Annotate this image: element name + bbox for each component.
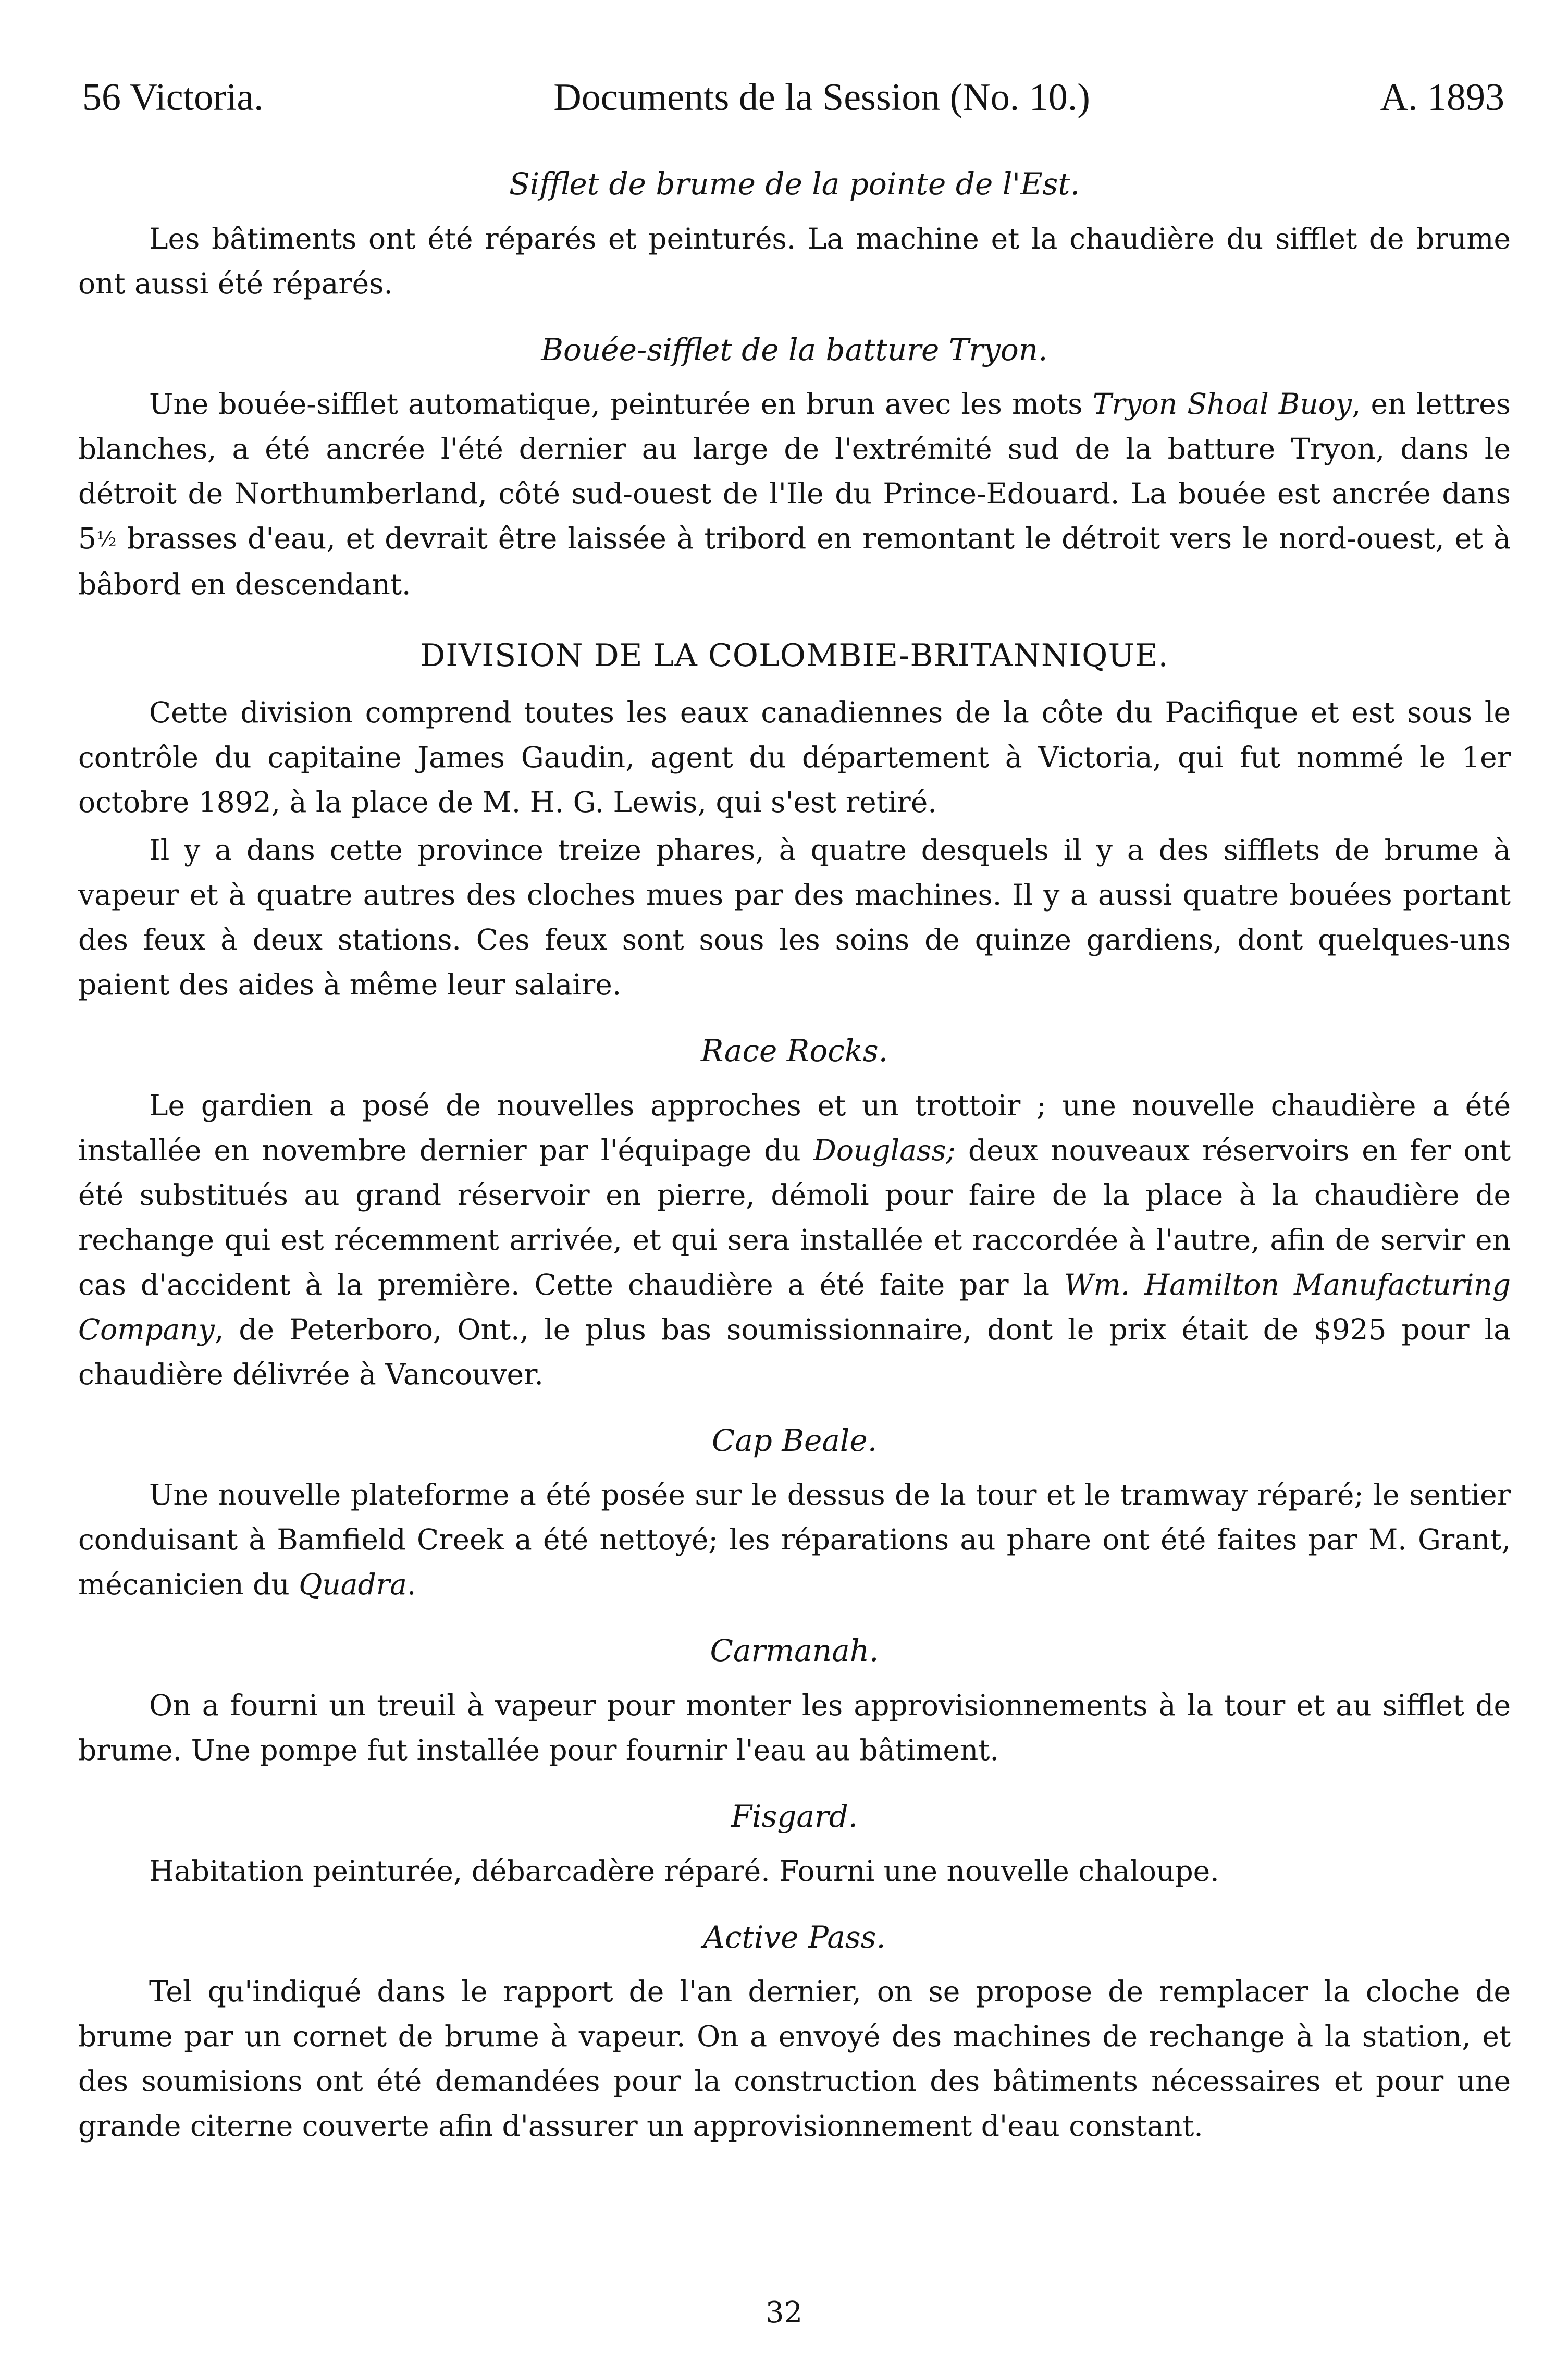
ship-name-italic: Quadra	[299, 1568, 407, 1602]
header-session-year: 56 Victoria.	[82, 76, 264, 119]
paragraph-cap-beale	[78, 1472, 1511, 1607]
section-heading-race-rocks: Race Rocks.	[700, 1033, 888, 1069]
paragraph-sifflet-est: Les bâtiments ont été réparés et peinturés. La machine et la chaudière du sifflet de brume ont aussi été réparés.	[78, 221, 1511, 300]
paragraph-carmanah: On a fourni un treuil à vapeur pour monter les approvisionnements à la tour et au sifflet de brume. Une pompe fut installée pour fournir l'eau au bâtiment.	[78, 1688, 1511, 1767]
header-year: A. 1893	[1380, 76, 1504, 119]
paragraph-race-rocks	[78, 1083, 1511, 1397]
text-run: Une bouée-sifflet automatique, peinturée en brun avec les mots	[149, 387, 1093, 421]
buoy-name-italic: Tryon Shoal Buoy	[1092, 387, 1352, 421]
section-heading-cap-beale: Cap Beale.	[711, 1422, 878, 1458]
text-run: , en lettres blanches, a été ancrée l'été dernier au large de l'extrémité sud de la batture Tryon, dans le détroit de Northumberland, côté sud-ouest de l'Ile du Prince-Edouard. La bouée est ancrée dans 5	[78, 387, 1511, 556]
text-run: brasses d'eau, et devrait être laissée à tribord en remontant le détroit vers le nord-ouest, et à bâbord en descendant.	[78, 522, 1511, 601]
division-heading: DIVISION DE LA COLOMBIE-BRITANNIQUE.	[420, 637, 1169, 674]
paragraph-active-pass: Tel qu'indiqué dans le rapport de l'an dernier, on se propose de remplacer la cloche de brume par un cornet de brume à vapeur. On a envoyé des machines de rechange à la station, et des soumisions ont été demandées pour la construction des bâtiments nécessaires et pour une grande citerne couverte afin d'assurer un approvisionnement d'eau constant.	[78, 1975, 1511, 2143]
text-run: deux nouveaux réservoirs en fer ont été substitués au grand réservoir en pierre, démoli pour faire de la place à la chaudière de rechange qui est récemment arrivée, et qui sera installée et raccordée à l'autre, afin de servir en cas d'accident à la première. Cette chaudière a été faite par la	[78, 1133, 1511, 1301]
section-heading-active-pass: Active Pass.	[703, 1919, 886, 1955]
fraction-half: ½	[96, 527, 117, 552]
section-heading-sifflet-est: Sifflet de brume de la pointe de l'Est.	[509, 166, 1080, 202]
text-run: .	[406, 1568, 416, 1602]
header-document-title: Documents de la Session (No. 10.)	[553, 76, 1090, 119]
paragraph-division-1: Cette division comprend toutes les eaux canadiennes de la côte du Pacifique et est sous le contrôle du capitaine James Gaudin, agent du département à Victoria, qui fut nommé le 1er octobre 1892, à la place de M. H. G. Lewis, qui s'est retiré.	[78, 696, 1511, 819]
text-run: , de Peterboro, Ont., le plus bas soumissionnaire, dont le prix était de $925 pour la chaudière délivrée à Vancouver.	[78, 1312, 1511, 1391]
ship-name-italic: Douglass;	[813, 1133, 956, 1167]
paragraph-tryon	[78, 382, 1511, 607]
section-heading-carmanah: Carmanah.	[710, 1633, 879, 1669]
paragraph-fisgard: Habitation peinturée, débarcadère réparé. Fourni une nouvelle chaloupe.	[149, 1854, 1219, 1888]
text-run: Une nouvelle plateforme a été posée sur le dessus de la tour et le tramway réparé; le sentier conduisant à Bamfield Creek a été nettoyé; les réparations au phare ont été faites par M. Grant, mécanicien du	[78, 1478, 1511, 1602]
company-name-italic: Wm. Hamilton Manufacturing Company	[78, 1268, 1511, 1346]
running-header	[78, 78, 1511, 117]
section-heading-fisgard: Fisgard.	[731, 1798, 858, 1834]
text-run: Le gardien a posé de nouvelles approches et un trottoir ; une nouvelle chaudière a été installée en novembre dernier par l'équipage du	[78, 1088, 1511, 1167]
paragraph-division-2: Il y a dans cette province treize phares, à quatre desquels il y a des sifflets de brume à vapeur et à quatre autres des cloches mues par des machines. Il y a aussi quatre bouées portant des feux à deux stations. Ces feux sont sous les soins de quinze gardiens, dont quelques-uns paient des aides à même leur salaire.	[78, 833, 1511, 1002]
section-heading-tryon: Bouée-sifflet de la batture Tryon.	[541, 331, 1048, 367]
page-number: 32	[765, 2296, 803, 2330]
